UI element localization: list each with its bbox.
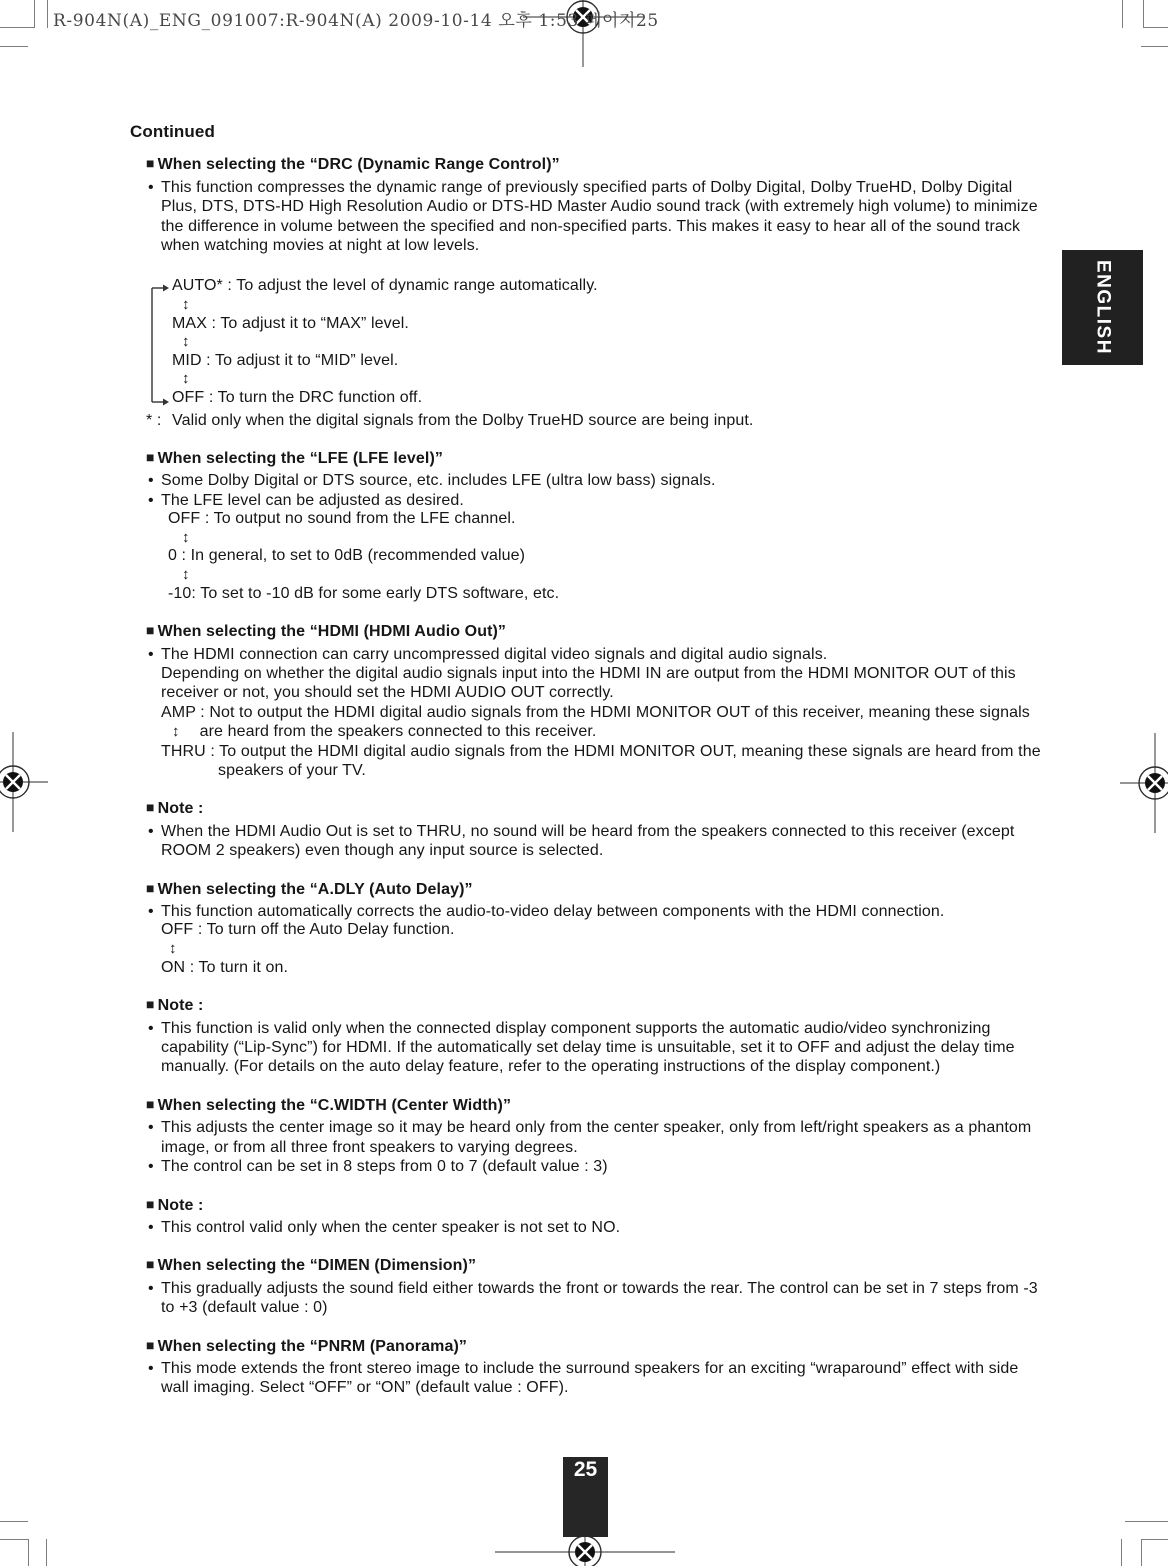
section-heading: ■ When selecting the “DRC (Dynamic Range Control)” xyxy=(146,155,560,174)
crop-mark xyxy=(1141,46,1168,47)
crop-mark xyxy=(1141,1539,1168,1540)
continued-label: Continued xyxy=(130,122,215,141)
adly-option: OFF : To turn off the Auto Delay function. xyxy=(161,921,455,939)
section-pnrm xyxy=(130,1337,1038,1398)
cwidth-bullet: • This adjusts the center image so it may be heard only from the center speaker, only from left/right speakers as a phantom image, or from all three front speakers to varying degrees. xyxy=(148,1119,1032,1156)
adly-options xyxy=(161,921,1038,977)
section-hdmi xyxy=(130,622,1041,780)
section-marker-icon: ■ xyxy=(146,155,155,172)
section-cwidth xyxy=(130,1096,1038,1177)
crop-mark xyxy=(0,1539,28,1540)
crop-mark xyxy=(1122,0,1123,28)
drc-description: • This function compresses the dynamic range of previously specified parts of Dolby Digital, Dolby TrueHD, Dolby Digital Plus, DTS, DTS-HD High Resolution Audio or DTS-HD Master Audio sound track (with extremely high volume) to minimize the difference in volume between the specified and non-specified parts. This makes it easy to hear all of the sound track when watching movies at night at low levels. xyxy=(148,178,1038,255)
crop-mark xyxy=(1121,1539,1122,1566)
cwidth-bullet: • The control can be set in 8 steps from 0 to 7 (default value : 3) xyxy=(148,1158,608,1176)
drc-option: OFF : To turn the DRC function off. xyxy=(172,389,423,406)
section-marker-icon: ■ xyxy=(146,622,155,639)
drc-option: MID : To adjust it to “MID” level. xyxy=(172,351,399,369)
bullet-icon: • xyxy=(148,1019,154,1037)
cycle-bracket-icon xyxy=(144,279,172,411)
bullet-icon: • xyxy=(148,1359,154,1377)
note-bullet: • This function is valid only when the connected display component supports the automatic audio/video synchronizing capability (“Lip-Sync”) for HDMI. If the automatically set delay time is unsuitable, set it to OFF and adjust the delay time manually. (For details on the auto delay feature, refer to the operating instructions of the display component.) xyxy=(148,1019,1015,1076)
note-heading: ■ Note : xyxy=(146,799,204,818)
up-down-arrow-icon: ↕ xyxy=(172,723,180,741)
bullet-icon: • xyxy=(148,472,154,490)
crop-mark xyxy=(0,27,35,28)
section-heading: ■ When selecting the “A.DLY (Auto Delay)” xyxy=(146,879,473,898)
lfe-option: -10: To set to -10 dB for some early DTS software, etc. xyxy=(168,584,560,602)
section-marker-icon: ■ xyxy=(146,1195,155,1212)
section-marker-icon: ■ xyxy=(146,1256,155,1273)
lfe-options xyxy=(168,510,1038,603)
section-marker-icon: ■ xyxy=(146,996,155,1013)
crop-mark xyxy=(1143,0,1144,27)
crop-mark xyxy=(28,1539,29,1566)
crop-mark xyxy=(47,0,48,28)
adly-bullet: • This function automatically corrects the audio-to-video delay between components with the HDMI connection. xyxy=(148,903,945,921)
bullet-icon: • xyxy=(148,1119,154,1137)
section-heading: ■ When selecting the “LFE (LFE level)” xyxy=(146,449,443,467)
registration-mark-icon xyxy=(1120,733,1168,833)
pnrm-bullet: • This mode extends the front stereo image to include the surround speakers for an exciting “wraparound” effect with side wall imaging. Select “OFF” or “ON” (default value : OFF). xyxy=(148,1359,1019,1397)
hdmi-thru-option: THRU : To output the HDMI digital audio signals from the HDMI MONITOR OUT, meaning these signals are heard from the xyxy=(161,742,1041,760)
section-marker-icon: ■ xyxy=(146,1095,155,1112)
side-tab-label: ENGLISH xyxy=(1092,260,1114,355)
bullet-icon: • xyxy=(148,645,154,663)
print-slug: R-904N(A)_ENG_091007:R-904N(A) 2009-10-14 오후 1:53 페이지25 xyxy=(53,11,659,31)
bullet-icon: • xyxy=(148,1158,154,1176)
drc-footnote: * : Valid only when the digital signals from the Dolby TrueHD source are being input. xyxy=(146,411,754,429)
note-bullet: • When the HDMI Audio Out is set to THRU, no sound will be heard from the speakers connected to this receiver (except ROOM 2 speakers) even though any input source is selected. xyxy=(148,822,1015,860)
crop-mark xyxy=(46,1539,47,1566)
section-drc xyxy=(130,155,1038,430)
section-dimen xyxy=(130,1256,1038,1317)
hdmi-paragraph: Depending on whether the digital audio signals input into the HDMI IN are output from the HDMI MONITOR OUT of this xyxy=(161,665,1016,682)
note-hdmi xyxy=(130,799,1038,860)
up-down-arrow-icon: ↕ xyxy=(169,940,177,958)
lfe-option: 0 : In general, to set to 0dB (recommended value) xyxy=(168,547,526,565)
crop-mark xyxy=(0,1521,28,1522)
drc-options-diagram xyxy=(172,277,1038,407)
section-marker-icon: ■ xyxy=(146,1336,155,1353)
up-down-arrow-icon: ↕ xyxy=(182,528,190,546)
bullet-icon: • xyxy=(148,1218,154,1236)
page-number: 25 xyxy=(573,1458,598,1481)
bullet-icon: • xyxy=(148,491,154,509)
section-heading: ■ When selecting the “PNRM (Panorama)” xyxy=(146,1336,467,1355)
drc-option: AUTO* : To adjust the level of dynamic range automatically. xyxy=(172,277,598,295)
section-heading: ■ When selecting the “C.WIDTH (Center Width)” xyxy=(146,1095,512,1114)
language-side-tab xyxy=(1062,250,1143,365)
crop-mark xyxy=(1143,27,1168,28)
section-marker-icon: ■ xyxy=(146,449,155,465)
hdmi-thru-continuation: speakers of your TV. xyxy=(218,762,366,780)
section-marker-icon: ■ xyxy=(146,799,155,816)
crop-mark xyxy=(1141,1539,1142,1566)
manual-page-content xyxy=(130,122,1041,1398)
section-heading: ■ When selecting the “HDMI (HDMI Audio Out)” xyxy=(146,622,507,641)
note-adly xyxy=(130,996,1038,1077)
lfe-bullet: • The LFE level can be adjusted as desired. xyxy=(148,491,464,509)
up-down-arrow-icon: ↕ xyxy=(182,566,190,583)
section-heading: ■ When selecting the “DIMEN (Dimension)” xyxy=(146,1256,477,1275)
crop-mark xyxy=(0,46,28,47)
lfe-option: OFF : To output no sound from the LFE channel. xyxy=(168,510,516,528)
drc-option: MAX : To adjust it to “MAX” level. xyxy=(172,314,409,332)
note-heading: ■ Note : xyxy=(146,996,204,1015)
lfe-bullet: • Some Dolby Digital or DTS source, etc. includes LFE (ultra low bass) signals. xyxy=(148,472,716,490)
bullet-icon: • xyxy=(148,822,154,840)
crop-mark xyxy=(1125,1521,1168,1522)
up-down-arrow-icon: ↕ xyxy=(182,296,190,314)
note-heading: ■ Note : xyxy=(146,1195,204,1214)
page-number-box xyxy=(563,1457,608,1537)
crop-mark xyxy=(34,0,35,27)
bullet-icon: • xyxy=(148,178,154,196)
adly-option: ON : To turn it on. xyxy=(161,958,288,976)
hdmi-paragraph: receiver or not, you should set the HDMI AUDIO OUT correctly. xyxy=(161,684,614,702)
hdmi-amp-option: AMP : Not to output the HDMI digital audio signals from the HDMI MONITOR OUT of this receiver, meaning these signals xyxy=(161,703,1030,721)
up-down-arrow-icon: ↕ xyxy=(182,333,190,351)
section-marker-icon: ■ xyxy=(146,879,155,896)
section-lfe xyxy=(130,449,1038,603)
hdmi-bullet: • The HDMI connection can carry uncompressed digital video signals and digital audio signals. xyxy=(148,645,828,663)
bullet-icon: • xyxy=(148,1279,154,1297)
section-adly xyxy=(130,880,1038,978)
dimen-bullet: • This gradually adjusts the sound field either towards the front or towards the rear. The control can be set in 7 steps from -3 to +3 (default value : 0) xyxy=(148,1279,1038,1317)
registration-mark-icon xyxy=(0,732,48,832)
note-bullet: • This control valid only when the center speaker is not set to NO. xyxy=(148,1218,621,1236)
hdmi-amp-continuation: ↕ are heard from the speakers connected to this receiver. xyxy=(172,723,597,741)
up-down-arrow-icon: ↕ xyxy=(182,370,190,388)
note-cwidth xyxy=(130,1196,1038,1238)
bullet-icon: • xyxy=(148,903,154,921)
